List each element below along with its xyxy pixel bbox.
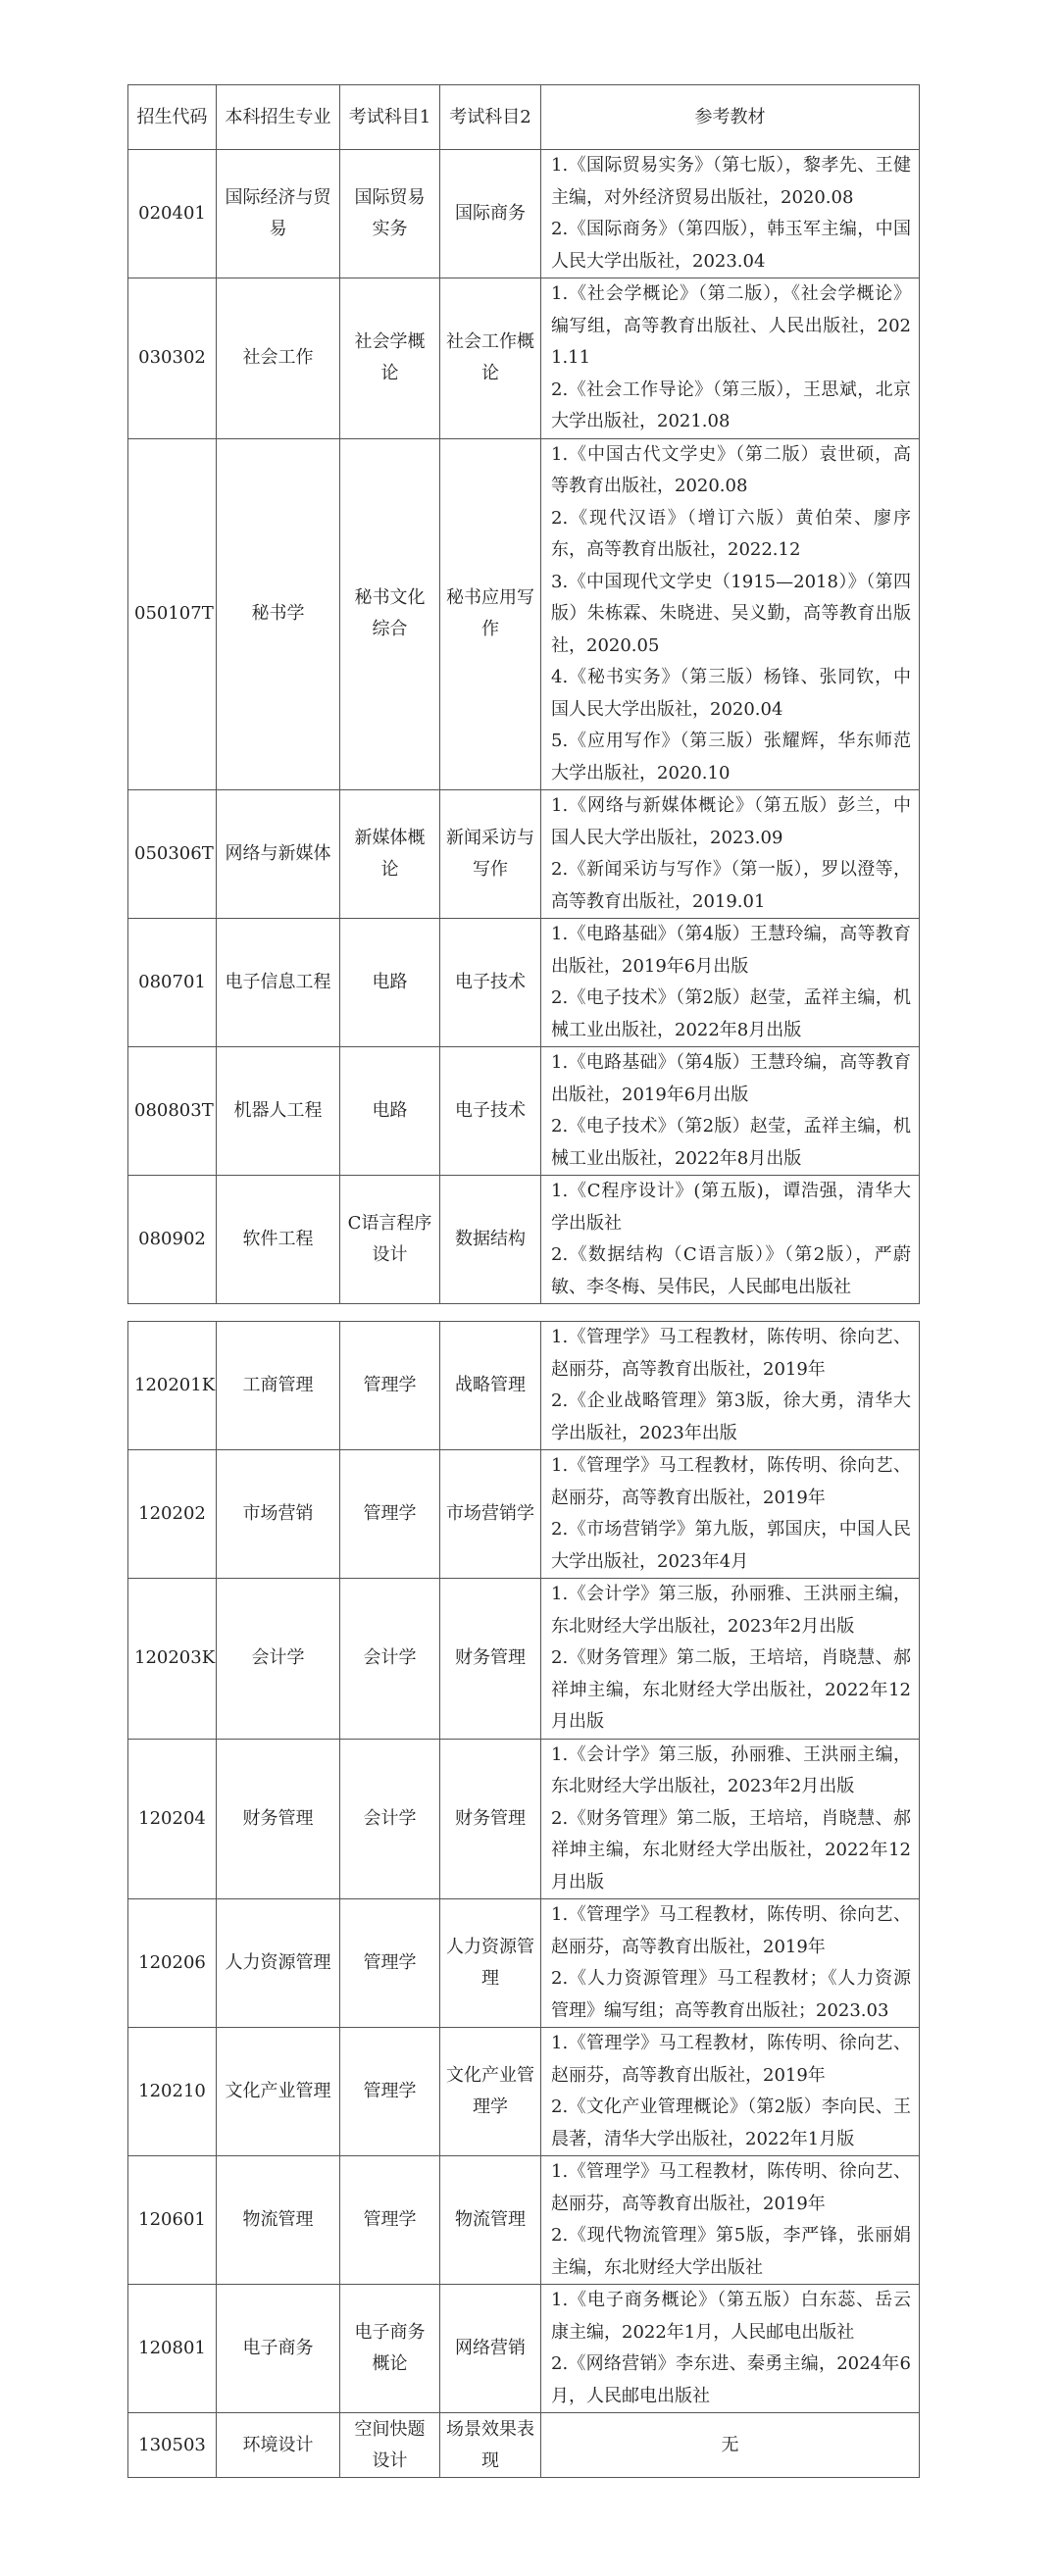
- exam-subject2-cell: 秘书应用写作: [440, 438, 541, 790]
- reference-book-item: 2.《国际商务》（第四版），韩玉军主编，中国人民大学出版社，2023.04: [551, 219, 911, 272]
- table-row: [128, 2028, 920, 2156]
- exam-subject2-cell: 国际商务: [440, 150, 541, 278]
- exam-subject2-cell: 社会工作概论: [440, 278, 541, 439]
- table-row: [128, 2156, 920, 2285]
- major-name-cell: 机器人工程: [217, 1047, 340, 1176]
- reference-book-item: 2.《文化产业管理概论》（第2版）李向民、王晨著，清华大学出版社，2022年1月版: [551, 2096, 911, 2149]
- major-name-cell: 网络与新媒体: [217, 790, 340, 919]
- exam-subject1-cell: 会计学: [340, 1579, 440, 1740]
- exam-subject1-cell: 管理学: [340, 1322, 440, 1450]
- exam-subject1-cell: 社会学概论: [340, 278, 440, 439]
- reference-book-item: 1.《中国古代文学史》（第二版）袁世硕，高等教育出版社，2020.08: [551, 443, 911, 496]
- reference-books-cell: [541, 919, 920, 1047]
- major-code-cell: 130503: [128, 2413, 217, 2478]
- major-name-cell: 秘书学: [217, 438, 340, 790]
- admission-table-part1: [127, 84, 920, 1304]
- table-row: [128, 1450, 920, 1579]
- reference-book-item: 1.《国际贸易实务》（第七版），黎孝先、王健主编，对外经济贸易出版社，2020.08: [551, 155, 911, 208]
- major-name-cell: 会计学: [217, 1579, 340, 1740]
- major-name-cell: 电子信息工程: [217, 919, 340, 1047]
- exam-subject1-cell: 管理学: [340, 1899, 440, 2028]
- major-code-cell: 120601: [128, 2156, 217, 2285]
- table-row: [128, 1176, 920, 1304]
- reference-books-cell: [541, 1899, 920, 2028]
- reference-books-cell: [541, 1450, 920, 1579]
- exam-subject2-cell: 财务管理: [440, 1579, 541, 1740]
- reference-books-cell: [541, 2413, 920, 2478]
- reference-book-item: 1.《网络与新媒体概论》（第五版）彭兰，中国人民大学出版社，2023.09: [551, 795, 911, 848]
- exam-subject2-cell: 市场营销学: [440, 1450, 541, 1579]
- reference-book-item: 1.《C程序设计》(第五版)，谭浩强，清华大学出版社: [551, 1181, 911, 1234]
- reference-books-cell: [541, 1579, 920, 1740]
- reference-books-cell: [541, 1176, 920, 1304]
- reference-books-cell: [541, 438, 920, 790]
- reference-book-item: 2.《财务管理》第二版，王培培，肖晓慧、郝祥坤主编，东北财经大学出版社，2022年12月出版: [551, 1807, 911, 1893]
- reference-book-item: 2.《现代物流管理》第5版，李严锋，张丽娟主编，东北财经大学出版社: [551, 2225, 911, 2278]
- exam-subject1-cell: 电子商务概论: [340, 2285, 440, 2413]
- reference-book-item: 2.《财务管理》第二版，王培培，肖晓慧、郝祥坤主编，东北财经大学出版社，2022年12月出版: [551, 1647, 911, 1732]
- reference-books-cell: [541, 1739, 920, 1899]
- reference-books-cell: [541, 790, 920, 919]
- major-name-cell: 物流管理: [217, 2156, 340, 2285]
- major-code-cell: 050306T: [128, 790, 217, 919]
- major-code-cell: 080701: [128, 919, 217, 1047]
- reference-book-item: 1.《电路基础》（第4版）王慧玲编，高等教育出版社，2019年6月出版: [551, 1052, 911, 1105]
- table-row: [128, 919, 920, 1047]
- major-name-cell: 财务管理: [217, 1739, 340, 1899]
- reference-book-item: 1.《电子商务概论》（第五版）白东蕊、岳云康主编，2022年1月，人民邮电出版社: [551, 2290, 911, 2343]
- reference-book-item: 2.《企业战略管理》第3版，徐大勇，清华大学出版社，2023年出版: [551, 1390, 911, 1443]
- exam-subject2-cell: 财务管理: [440, 1739, 541, 1899]
- exam-subject2-cell: 场景效果表现: [440, 2413, 541, 2478]
- table-header-row: [128, 85, 920, 150]
- table-row: [128, 1579, 920, 1740]
- exam-subject2-cell: 物流管理: [440, 2156, 541, 2285]
- reference-book-item: 1.《会计学》第三版，孙丽雅、王洪丽主编，东北财经大学出版社，2023年2月出版: [551, 1584, 911, 1637]
- reference-book-item: 2.《市场营销学》第九版，郭国庆，中国人民大学出版社，2023年4月: [551, 1519, 911, 1572]
- reference-book-item: 1.《管理学》马工程教材，陈传明、徐向艺、赵丽芬，高等教育出版社，2019年: [551, 1455, 911, 1508]
- table-row: [128, 150, 920, 278]
- major-code-cell: 020401: [128, 150, 217, 278]
- major-code-cell: 050107T: [128, 438, 217, 790]
- major-code-cell: 080803T: [128, 1047, 217, 1176]
- table-row: [128, 438, 920, 790]
- reference-book-item: 1.《管理学》马工程教材，陈传明、徐向艺、赵丽芬，高等教育出版社，2019年: [551, 2033, 911, 2086]
- reference-book-item: 2.《人力资源管理》马工程教材；《人力资源管理》编写组；高等教育出版社；2023.03: [551, 1968, 911, 2021]
- major-name-cell: 软件工程: [217, 1176, 340, 1304]
- exam-subject1-cell: 管理学: [340, 1450, 440, 1579]
- exam-subject1-cell: 新媒体概论: [340, 790, 440, 919]
- exam-subject1-cell: 管理学: [340, 2156, 440, 2285]
- table-row: [128, 1739, 920, 1899]
- reference-book-item: 1.《会计学》第三版，孙丽雅、王洪丽主编，东北财经大学出版社，2023年2月出版: [551, 1743, 911, 1796]
- table-row: [128, 278, 920, 439]
- reference-books-cell: [541, 1047, 920, 1176]
- exam-subject2-cell: 电子技术: [440, 1047, 541, 1176]
- exam-subject2-cell: 网络营销: [440, 2285, 541, 2413]
- exam-subject2-cell: 人力资源管理: [440, 1899, 541, 2028]
- exam-subject2-cell: 新闻采访与写作: [440, 790, 541, 919]
- reference-book-item: 2.《新闻采访与写作》（第一版），罗以澄等，高等教育出版社，2019.01: [551, 859, 911, 912]
- exam-subject1-cell: C语言程序设计: [340, 1176, 440, 1304]
- reference-books-cell: [541, 2285, 920, 2413]
- reference-books-cell: [541, 150, 920, 278]
- exam-subject2-cell: 数据结构: [440, 1176, 541, 1304]
- table-row: [128, 1322, 920, 1450]
- header-major: 本科招生专业: [217, 85, 340, 150]
- major-name-cell: 国际经济与贸易: [217, 150, 340, 278]
- table-body-part2: [128, 1322, 920, 2478]
- major-name-cell: 社会工作: [217, 278, 340, 439]
- exam-subject1-cell: 会计学: [340, 1739, 440, 1899]
- reference-book-item: 2.《社会工作导论》（第三版），王思斌，北京大学出版社，2021.08: [551, 379, 911, 431]
- exam-subject2-cell: 电子技术: [440, 919, 541, 1047]
- exam-subject1-cell: 电路: [340, 1047, 440, 1176]
- table-row: [128, 2413, 920, 2478]
- reference-book-item: 1.《电路基础》（第4版）王慧玲编，高等教育出版社，2019年6月出版: [551, 924, 911, 977]
- major-code-cell: 120204: [128, 1739, 217, 1899]
- table-row: [128, 1899, 920, 2028]
- reference-book-item: 3.《中国现代文学史（1915—2018）》（第四版）朱栋霖、朱晓进、吴义勤，高等教育出版社，2020.05: [551, 571, 911, 656]
- header-books: 参考教材: [541, 85, 920, 150]
- reference-book-item: 1.《管理学》马工程教材，陈传明、徐向艺、赵丽芬，高等教育出版社，2019年: [551, 2161, 911, 2214]
- reference-book-item: 4.《秘书实务》（第三版）杨锋、张同钦，中国人民大学出版社，2020.04: [551, 667, 911, 720]
- major-name-cell: 电子商务: [217, 2285, 340, 2413]
- exam-subject2-cell: 战略管理: [440, 1322, 541, 1450]
- admission-table-part2: [127, 1321, 920, 2478]
- major-name-cell: 文化产业管理: [217, 2028, 340, 2156]
- exam-subject1-cell: 国际贸易实务: [340, 150, 440, 278]
- table-row: [128, 2285, 920, 2413]
- major-code-cell: 120210: [128, 2028, 217, 2156]
- reference-book-item: 2.《电子技术》（第2版）赵莹，孟祥主编，机械工业出版社，2022年8月出版: [551, 1116, 911, 1169]
- major-code-cell: 120201K: [128, 1322, 217, 1450]
- table-row: [128, 790, 920, 919]
- reference-book-item: 2.《电子技术》（第2版）赵莹，孟祥主编，机械工业出版社，2022年8月出版: [551, 987, 911, 1040]
- reference-books-cell: [541, 2156, 920, 2285]
- major-code-cell: 120202: [128, 1450, 217, 1579]
- header-code: 招生代码: [128, 85, 217, 150]
- reference-book-item: 1.《管理学》马工程教材，陈传明、徐向艺、赵丽芬，高等教育出版社，2019年: [551, 1904, 911, 1957]
- reference-books-cell: [541, 2028, 920, 2156]
- major-name-cell: 环境设计: [217, 2413, 340, 2478]
- major-code-cell: 120203K: [128, 1579, 217, 1740]
- table-body-part1: [128, 150, 920, 1304]
- reference-book-item: 无: [721, 2434, 739, 2455]
- exam-subject2-cell: 文化产业管理学: [440, 2028, 541, 2156]
- exam-subject1-cell: 管理学: [340, 2028, 440, 2156]
- reference-book-item: 5.《应用写作》（第三版）张耀辉，华东师范大学出版社，2020.10: [551, 731, 911, 783]
- major-name-cell: 工商管理: [217, 1322, 340, 1450]
- reference-books-cell: [541, 1322, 920, 1450]
- header-subject1: 考试科目1: [340, 85, 440, 150]
- exam-subject1-cell: 空间快题设计: [340, 2413, 440, 2478]
- reference-book-item: 2.《数据结构（C语言版）》（第2版），严蔚敏、李冬梅、吴伟民，人民邮电出版社: [551, 1244, 911, 1297]
- reference-book-item: 1.《社会学概论》（第二版），《社会学概论》编写组，高等教育出版社、人民出版社，2021.11: [551, 283, 911, 368]
- reference-book-item: 1.《管理学》马工程教材，陈传明、徐向艺、赵丽芬，高等教育出版社，2019年: [551, 1327, 911, 1380]
- header-subject2: 考试科目2: [440, 85, 541, 150]
- major-code-cell: 030302: [128, 278, 217, 439]
- reference-books-cell: [541, 278, 920, 439]
- exam-subject1-cell: 电路: [340, 919, 440, 1047]
- major-name-cell: 人力资源管理: [217, 1899, 340, 2028]
- major-code-cell: 120801: [128, 2285, 217, 2413]
- major-code-cell: 120206: [128, 1899, 217, 2028]
- major-code-cell: 080902: [128, 1176, 217, 1304]
- major-name-cell: 市场营销: [217, 1450, 340, 1579]
- exam-subject1-cell: 秘书文化综合: [340, 438, 440, 790]
- table-row: [128, 1047, 920, 1176]
- reference-book-item: 2.《网络营销》李东进、秦勇主编，2024年6月，人民邮电出版社: [551, 2353, 911, 2406]
- reference-book-item: 2.《现代汉语》（增订六版）黄伯荣、廖序东，高等教育出版社，2022.12: [551, 507, 911, 560]
